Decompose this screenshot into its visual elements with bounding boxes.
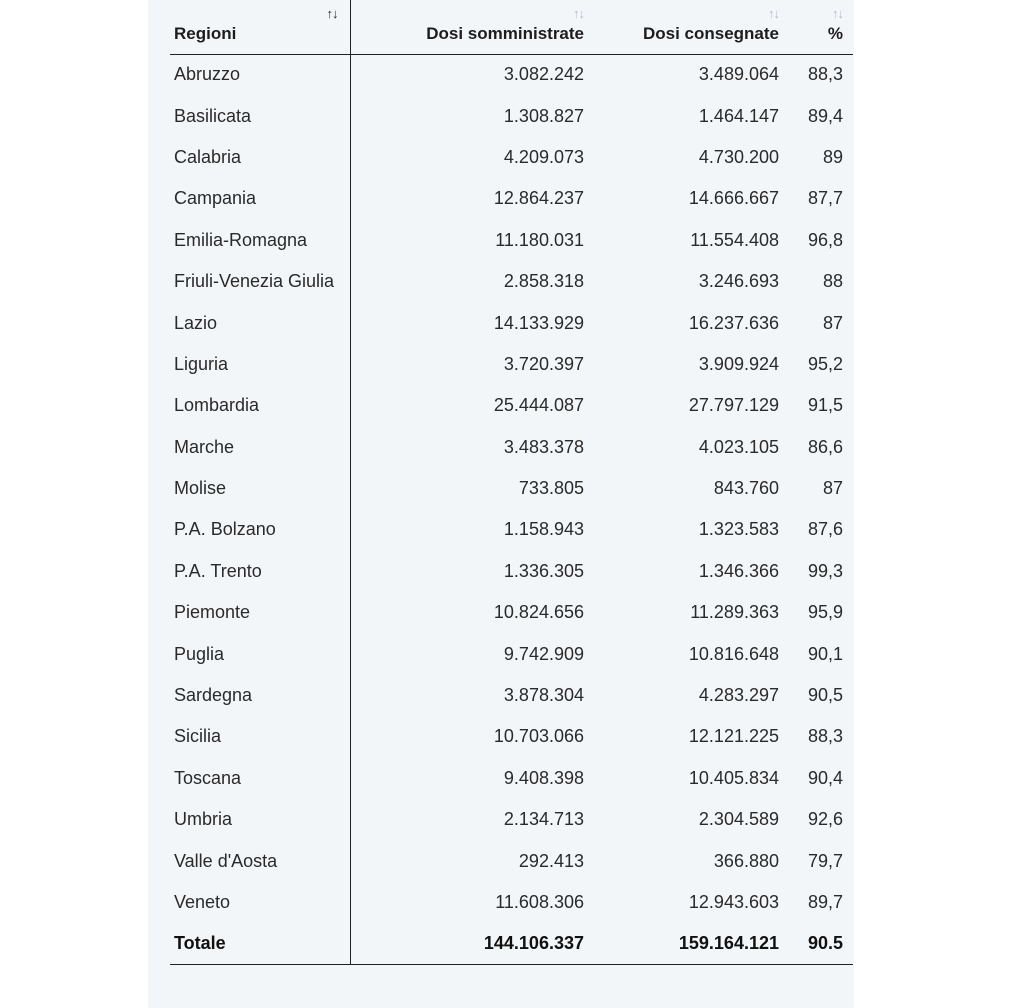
cell-delivered: 12.943.603	[688, 892, 779, 912]
cell-administered: 3.720.397	[503, 353, 584, 374]
table-panel	[148, 0, 854, 1008]
cell-region: P.A. Trento	[170, 551, 350, 592]
table-row	[170, 468, 853, 509]
table-row	[170, 675, 853, 716]
cell-administered: 11.180.031	[495, 229, 584, 250]
cell-delivered: 11.289.363	[690, 602, 779, 623]
cell-percent: 89	[822, 146, 843, 167]
total-label: Totale	[170, 923, 350, 964]
sort-icon[interactable]: ↑↓	[768, 6, 779, 21]
cell-percent: 88,3	[807, 64, 843, 85]
cell-delivered: 2.304.589	[698, 809, 779, 830]
cell-delivered: 4.730.200	[698, 146, 779, 167]
cell-delivered: 843.760	[713, 478, 779, 499]
cell-percent: 88,3	[807, 726, 843, 747]
cell-region: Umbria	[170, 799, 350, 840]
table-row	[170, 220, 853, 261]
cell-percent: 95,2	[807, 353, 843, 374]
cell-delivered: 3.246.693	[698, 271, 779, 292]
cell-administered: 12.864.237	[493, 188, 584, 209]
cell-delivered: 366.880	[713, 850, 779, 871]
cell-region: Liguria	[170, 344, 350, 385]
cell-percent: 92,6	[807, 809, 843, 830]
cell-administered: 2.134.713	[503, 809, 584, 830]
column-header-percent[interactable]	[789, 0, 853, 54]
cell-administered: 10.824.656	[493, 602, 584, 623]
table-row	[170, 344, 853, 385]
cell-administered: 3.082.242	[503, 64, 584, 85]
table-row	[170, 799, 853, 840]
cell-region: Molise	[170, 468, 350, 509]
cell-administered: 9.408.398	[503, 767, 584, 788]
cell-percent: 99,3	[807, 560, 843, 581]
cell-percent: 86,6	[807, 436, 843, 457]
cell-delivered: 12.121.225	[688, 726, 779, 747]
cell-delivered: 10.816.648	[688, 643, 779, 664]
column-header-regioni[interactable]	[170, 0, 350, 54]
table-header-row	[170, 0, 853, 54]
cell-delivered: 4.283.297	[698, 685, 779, 706]
cell-percent: 89,7	[807, 892, 843, 912]
table-row	[170, 840, 853, 881]
vaccine-doses-table	[170, 0, 853, 965]
total-percent: 90.5	[807, 933, 843, 954]
table-row	[170, 882, 853, 923]
sort-icon[interactable]: ↑↓	[832, 6, 843, 21]
cell-administered: 14.133.929	[493, 312, 584, 333]
cell-region: Calabria	[170, 137, 350, 178]
table-row	[170, 592, 853, 633]
table-row	[170, 509, 853, 550]
column-header-label: Dosi consegnate	[642, 23, 779, 43]
table-row	[170, 137, 853, 178]
cell-delivered: 11.554.408	[690, 229, 779, 250]
table-row	[170, 551, 853, 592]
cell-delivered: 1.464.147	[698, 105, 779, 126]
cell-percent: 95,9	[807, 602, 843, 623]
cell-administered: 9.742.909	[503, 643, 584, 664]
cell-administered: 10.703.066	[493, 726, 584, 747]
cell-administered: 1.308.827	[503, 105, 584, 126]
cell-region: P.A. Bolzano	[170, 509, 350, 550]
cell-delivered: 10.405.834	[688, 767, 779, 788]
sort-icon[interactable]: ↑↓	[573, 6, 584, 21]
total-administered: 144.106.337	[483, 933, 584, 954]
cell-percent: 87,7	[807, 188, 843, 209]
cell-region: Lazio	[170, 302, 350, 343]
cell-region: Basilicata	[170, 95, 350, 136]
column-header-dosi-somministrate[interactable]	[350, 0, 594, 54]
cell-region: Emilia-Romagna	[170, 220, 350, 261]
cell-region: Puglia	[170, 633, 350, 674]
cell-administered: 292.413	[518, 850, 584, 871]
cell-region: Piemonte	[170, 592, 350, 633]
cell-region: Lombardia	[170, 385, 350, 426]
cell-administered: 11.608.306	[495, 892, 584, 912]
cell-region: Campania	[170, 178, 350, 219]
cell-percent: 96,8	[807, 229, 843, 250]
cell-delivered: 3.909.924	[698, 353, 779, 374]
table-row	[170, 633, 853, 674]
table-row	[170, 302, 853, 343]
cell-percent: 89,4	[807, 105, 843, 126]
column-header-label: %	[827, 23, 843, 43]
cell-delivered: 1.346.366	[698, 560, 779, 581]
column-header-dosi-consegnate[interactable]	[594, 0, 789, 54]
cell-percent: 79,7	[807, 850, 843, 871]
table-row	[170, 95, 853, 136]
column-header-label: Regioni	[174, 23, 237, 43]
cell-region: Friuli-Venezia Giulia	[170, 261, 350, 302]
cell-administered: 25.444.087	[493, 395, 584, 416]
cell-percent: 88	[822, 271, 843, 292]
table-row	[170, 427, 853, 468]
cell-region: Marche	[170, 427, 350, 468]
cell-percent: 90,5	[807, 685, 843, 706]
cell-administered: 1.336.305	[503, 560, 584, 581]
cell-administered: 4.209.073	[503, 146, 584, 167]
cell-region: Veneto	[170, 882, 350, 923]
cell-administered: 2.858.318	[503, 271, 584, 292]
cell-delivered: 3.489.064	[698, 64, 779, 85]
table-row	[170, 716, 853, 757]
cell-region: Toscana	[170, 758, 350, 799]
sort-icon[interactable]: ↑↓	[326, 6, 338, 21]
cell-percent: 91,5	[807, 395, 843, 416]
table-row	[170, 758, 853, 799]
total-delivered: 159.164.121	[678, 933, 779, 954]
total-row	[170, 923, 853, 964]
cell-delivered: 4.023.105	[698, 436, 779, 457]
cell-administered: 3.878.304	[503, 685, 584, 706]
cell-percent: 87	[822, 478, 843, 499]
column-header-label: Dosi somministrate	[426, 23, 584, 43]
table-row	[170, 261, 853, 302]
cell-region: Abruzzo	[170, 54, 350, 95]
cell-percent: 87,6	[807, 519, 843, 540]
cell-delivered: 14.666.667	[688, 188, 779, 209]
table-row	[170, 54, 853, 95]
cell-administered: 733.805	[518, 478, 584, 499]
cell-percent: 90,4	[807, 767, 843, 788]
cell-administered: 3.483.378	[503, 436, 584, 457]
cell-delivered: 1.323.583	[698, 519, 779, 540]
cell-delivered: 27.797.129	[688, 395, 779, 416]
cell-administered: 1.158.943	[503, 519, 584, 540]
cell-percent: 87	[822, 312, 843, 333]
table-row	[170, 385, 853, 426]
table-row	[170, 178, 853, 219]
cell-delivered: 16.237.636	[688, 312, 779, 333]
cell-region: Sardegna	[170, 675, 350, 716]
cell-region: Sicilia	[170, 716, 350, 757]
cell-percent: 90,1	[807, 643, 843, 664]
cell-region: Valle d'Aosta	[170, 840, 350, 881]
table-body	[170, 54, 853, 923]
